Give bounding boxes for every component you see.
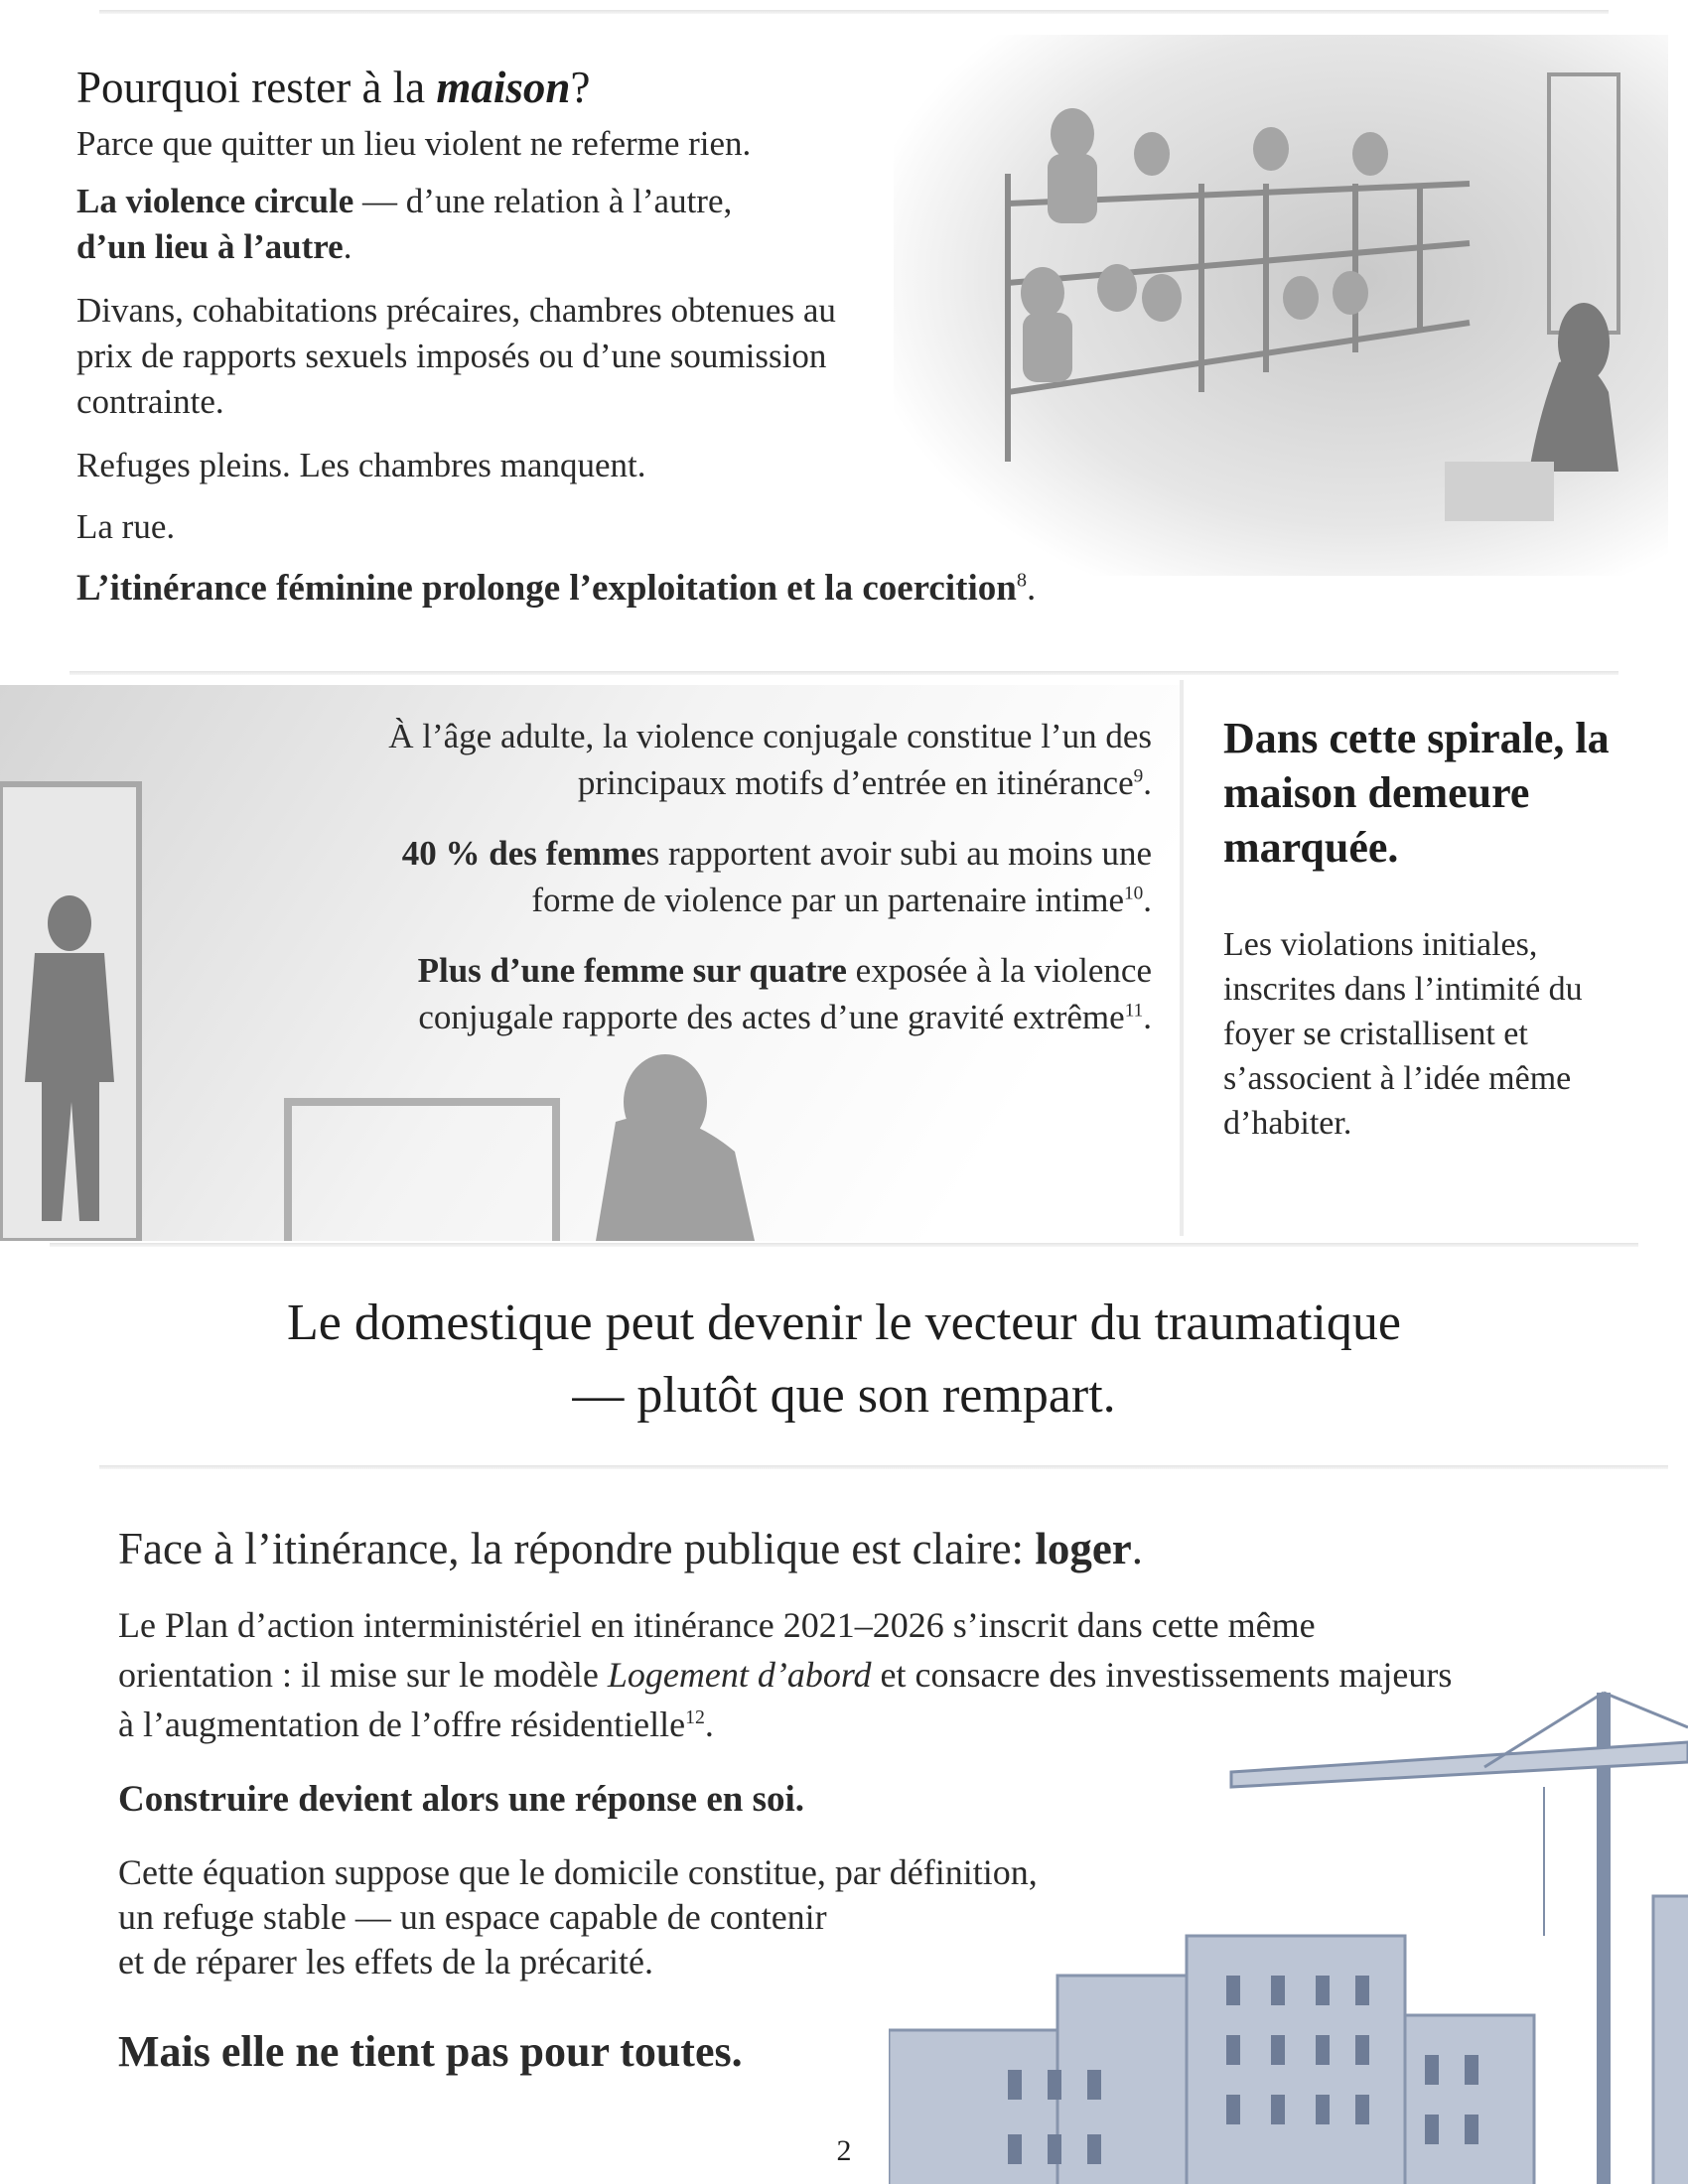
- paragraph: Parce que quitter un lieu violent ne referme rien.: [76, 124, 752, 163]
- paragraph: 40 % des femmes rapportent avoir subi au moins une forme de violence par un partenaire intime$^{10}$.: [401, 834, 1152, 919]
- section-title: Pourquoi rester à la maison?: [76, 63, 591, 112]
- paragraph: Refuges pleins. Les chambres manquent.: [76, 446, 646, 484]
- section-why-stay-home: [76, 60, 1069, 612]
- paragraph-emphasis: Construire devient alors une réponse en soi.: [118, 1779, 805, 1820]
- footnote-ref: 11: [1124, 1000, 1144, 1022]
- footnote-ref: 10: [1124, 883, 1144, 904]
- paragraph: Le Plan d’action interministériel en itinérance 2021–2026 s’inscrit dans cette même orientation : il mise sur le modèle Logement d’abord et consacre des investissements majeurs à l’augmentation de l’offre résidentielle$^{12}$.: [118, 1605, 1453, 1744]
- paragraph: Cette équation suppose que le domicile constitue, par définition, un refuge stable — un espace capable de contenir et de réparer les effets de la précarité.: [118, 1852, 1038, 1981]
- column-divider: [1180, 680, 1184, 1236]
- divider: [99, 1465, 1668, 1469]
- divider: [70, 671, 1618, 675]
- divider: [99, 10, 1609, 14]
- paragraph: À l’âge adulte, la violence conjugale constitue l’un des principaux motifs d’entrée en itinérance$^9$.: [388, 717, 1152, 802]
- sidebar-spiral: [1223, 711, 1640, 1146]
- section-adult-violence-stats: [328, 713, 1152, 1040]
- paragraph-emphasis: L’itinérance féminine prolonge l’exploitation et la coercition$^8$.: [76, 568, 1037, 609]
- footnote-ref: 12: [685, 1706, 705, 1728]
- quote-line: Le domestique peut devenir le vecteur du traumatique: [287, 1295, 1401, 1351]
- lead-paragraph: Face à l’itinérance, la répondre publique est claire: loger.: [118, 1524, 1144, 1573]
- paragraph: La rue.: [76, 507, 176, 546]
- paragraph: Plus d’une femme sur quatre exposée à la violence conjugale rapporte des actes d’une gravité extrême$^{11}$.: [417, 951, 1152, 1036]
- paragraph: La violence circule — d’une relation à l’autre, d’un lieu à l’autre.: [76, 182, 733, 266]
- footnote-ref: 9: [1133, 765, 1144, 787]
- quote-line: — plutôt que son rempart.: [572, 1367, 1116, 1424]
- section-housing-response: [118, 1519, 1469, 2080]
- page-number: 2: [836, 2134, 852, 2167]
- closing-statement: Mais elle ne tient pas pour toutes.: [118, 2027, 743, 2076]
- paragraph: Divans, cohabitations précaires, chambres obtenues au prix de rapports sexuels imposés ou d’une soumission contrainte.: [76, 291, 836, 421]
- sidebar-text: Les violations initiales, inscrites dans l’intimité du foyer se cristallisent et s’associent à l’idée même d’habiter.: [1223, 926, 1583, 1142]
- pull-quote: [0, 1287, 1688, 1432]
- sidebar-heading: Dans cette spirale, la maison demeure marquée.: [1223, 714, 1610, 872]
- divider: [50, 1243, 1638, 1247]
- footnote-ref: 8: [1016, 569, 1027, 592]
